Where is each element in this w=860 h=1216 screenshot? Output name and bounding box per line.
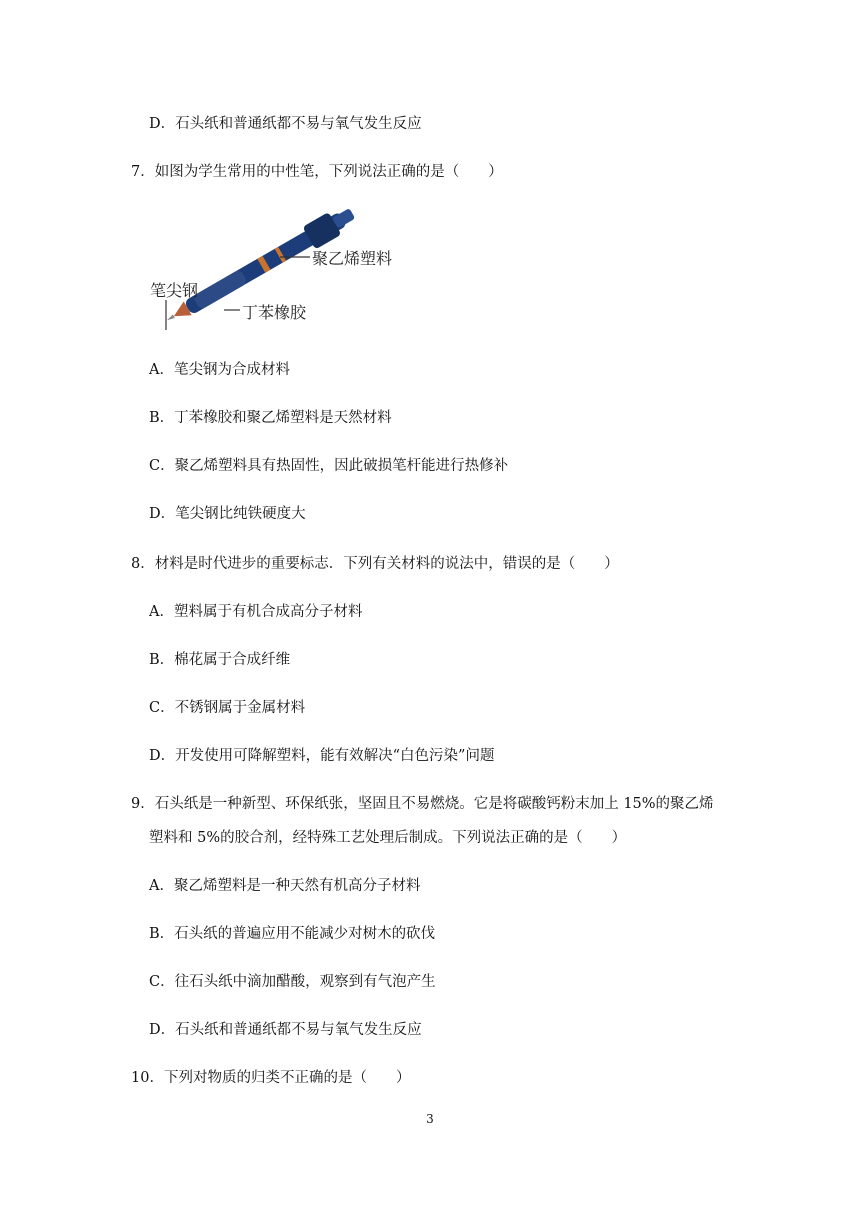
label-styrene-rubber: 丁苯橡胶 [242, 303, 307, 322]
option-a: A．塑料属于有机合成高分子材料 [149, 604, 363, 620]
label-pen-tip-steel: 笔尖钢 [150, 281, 199, 300]
option-d: D．笔尖钢比纯铁硬度大 [149, 506, 306, 522]
label-polyethylene-plastic: 聚乙烯塑料 [312, 249, 393, 268]
option-d: D．开发使用可降解塑料，能有效解决“白色污染”问题 [149, 748, 495, 764]
option-b: B．棉花属于合成纤维 [149, 652, 291, 668]
question-9-continued: 塑料和 5%的胶合剂，经特殊工艺处理后制成。下列说法正确的是（ ） [149, 830, 627, 846]
question-7: 7．如图为学生常用的中性笔，下列说法正确的是（ ） [131, 164, 503, 180]
question-9: 9．石头纸是一种新型、环保纸张，坚固且不易燃烧。它是将碳酸钙粉末加上 15%的聚乙烯 [131, 796, 714, 812]
question-10: 10．下列对物质的归类不正确的是（ ） [131, 1070, 411, 1086]
option-c: C．聚乙烯塑料具有热固性，因此破损笔杆能进行热修补 [149, 458, 509, 474]
option-d: D．石头纸和普通纸都不易与氧气发生反应 [149, 1022, 422, 1038]
option-a: A．笔尖钢为合成材料 [149, 362, 290, 378]
question-8: 8．材料是时代进步的重要标志．下列有关材料的说法中，错误的是（ ） [131, 556, 619, 572]
option-c: C．不锈钢属于金属材料 [149, 700, 306, 716]
option-a: A．聚乙烯塑料是一种天然有机高分子材料 [149, 878, 421, 894]
page-number: 3 [426, 1112, 434, 1126]
option-line: D．石头纸和普通纸都不易与氧气发生反应 [149, 116, 422, 132]
option-c: C．往石头纸中滴加醋酸，观察到有气泡产生 [149, 974, 436, 990]
option-b: B．石头纸的普遍应用不能减少对树木的砍伐 [149, 926, 436, 942]
pen-figure [148, 200, 408, 340]
option-b: B．丁苯橡胶和聚乙烯塑料是天然材料 [149, 410, 392, 426]
